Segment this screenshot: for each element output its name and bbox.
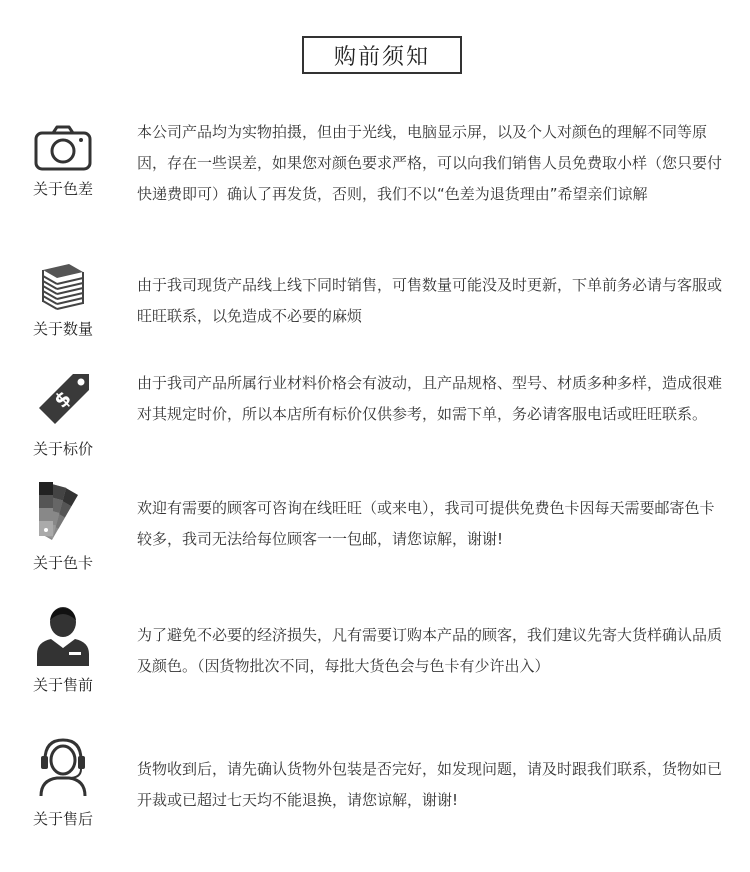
color-swatch-icon: [18, 478, 108, 540]
svg-text:$: $: [48, 385, 76, 413]
camera-icon: [18, 124, 108, 172]
section-label: 关于色卡: [32, 554, 93, 572]
section-label: 关于数量: [32, 320, 93, 338]
section-label: 关于色差: [32, 180, 93, 198]
section-text: 货物收到后，请先确认货物外包装是否完好，如发现问题，请及时跟我们联系，货物如已开裁或已超过七天均不能退换，请您谅解，谢谢!: [137, 760, 723, 809]
section-label: 关于标价: [32, 440, 93, 458]
section-text: 为了避免不必要的经济损失，凡有需要订购本产品的顾客，我们建议先寄大货样确认品质及颜色。（因货物批次不同，每批大货色会与色卡有少许出入）: [137, 626, 723, 675]
sales-person-icon: [18, 602, 108, 666]
section-text: 由于我司产品所属行业材料价格会有波动，且产品规格、型号、材质多种多样，造成很难对其规定时价，所以本店所有标价仅供参考，如需下单，务必请客服电话或旺旺联系。: [137, 374, 723, 423]
price-tag-icon: [18, 370, 108, 426]
section-text: 本公司产品均为实物拍摄，但由于光线，电脑显示屏，以及个人对颜色的理解不同等原因，存在一些误差，如果您对颜色要求严格，可以向我们销售人员免费取小样（您只要付快递费即可）确认了再发货，否则，我们不以“色差为退货理由”希望亲们谅解: [137, 123, 723, 203]
page-title: 购前须知: [302, 36, 462, 74]
section-text: 由于我司现货产品线上线下同时销售，可售数量可能没及时更新，下单前务必请与客服或旺旺联系，以免造成不必要的麻烦: [137, 276, 723, 325]
headset-support-icon: [18, 734, 108, 796]
section-label: 关于售后: [32, 810, 93, 828]
section-text: 欢迎有需要的顾客可咨询在线旺旺（或来电），我司可提供免费色卡因每天需要邮寄色卡较多，我司无法给每位顾客一一包邮，请您谅解，谢谢!: [137, 499, 715, 548]
section-label: 关于售前: [32, 676, 93, 694]
paper-stack-icon: [18, 262, 108, 312]
